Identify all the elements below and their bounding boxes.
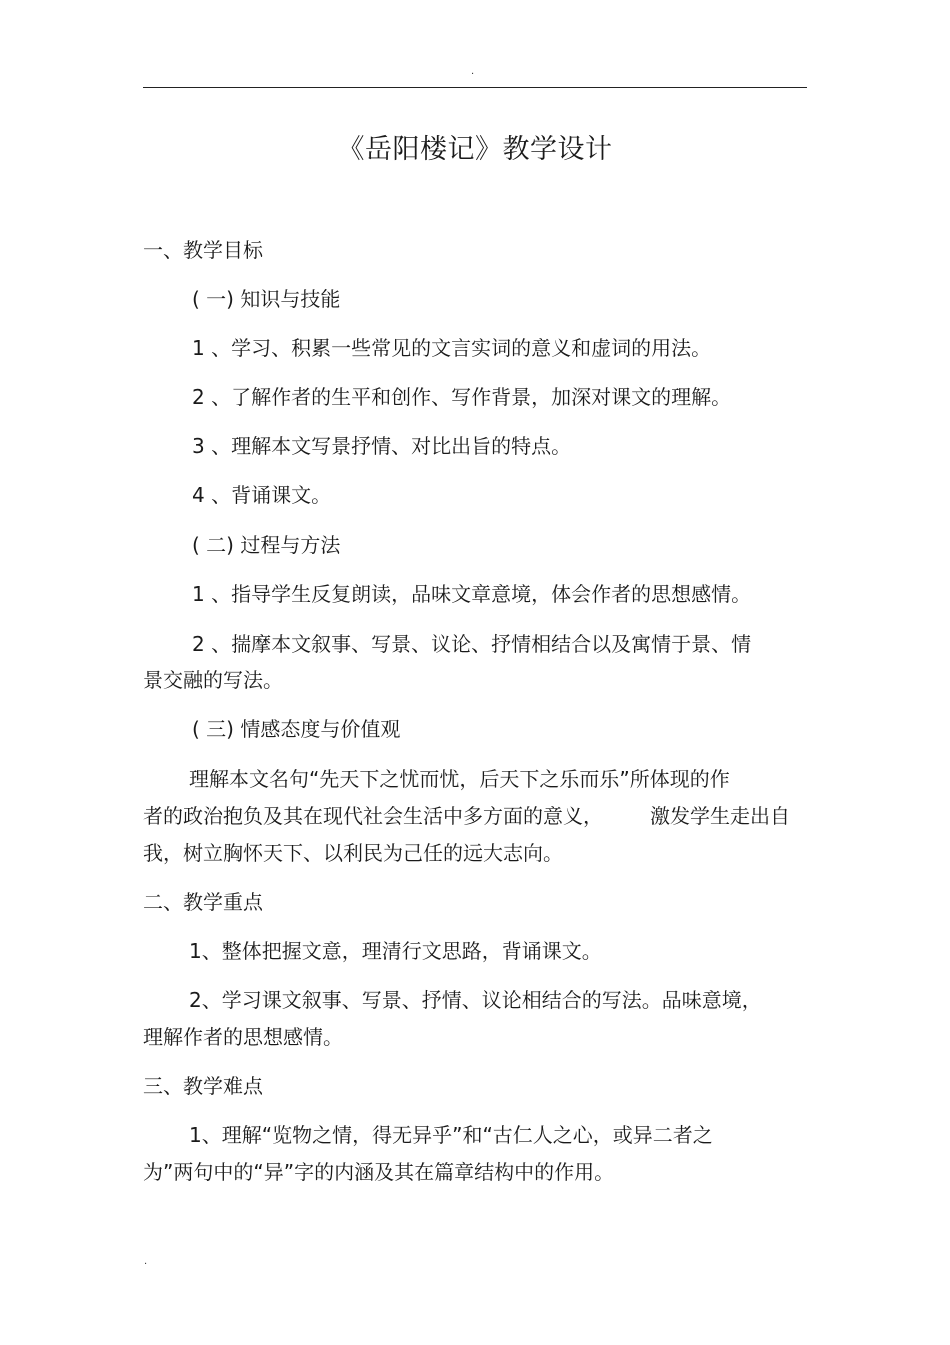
paragraph-line: 理解本文名句“先天下之忧而忧，后天下之乐而乐”所体现的作 <box>189 767 730 791</box>
list-item: 2 、揣摩本文叙事、写景、议论、抒情相结合以及寓情于景、情 <box>192 632 752 656</box>
section-heading-key-points: 二、教学重点 <box>143 890 263 914</box>
list-item: 1 、学习、积累一些常见的文言实词的意义和虚词的用法。 <box>192 336 712 360</box>
list-item-continuation: 理解作者的思想感情。 <box>143 1025 343 1049</box>
subsection-heading-knowledge: ( 一) 知识与技能 <box>192 287 341 311</box>
list-item-continuation: 为”两句中的“异”字的内涵及其在篇章结构中的作用。 <box>143 1160 615 1184</box>
section-heading-objectives: 一、教学目标 <box>143 238 263 262</box>
list-item: 1、整体把握文意，理清行文思路，背诵课文。 <box>189 939 602 963</box>
list-item: 2、学习课文叙事、写景、抒情、议论相结合的写法。品味意境， <box>189 988 762 1012</box>
list-item: 3 、理解本文写景抒情、对比出旨的特点。 <box>192 434 572 458</box>
header-rule <box>143 87 807 88</box>
subsection-heading-attitude: ( 三) 情感态度与价值观 <box>192 717 401 741</box>
list-item: 2 、了解作者的生平和创作、写作背景，加深对课文的理解。 <box>192 385 732 409</box>
paragraph-line: 激发学生走出自 <box>650 804 790 828</box>
list-item: 1 、指导学生反复朗读，品味文章意境，体会作者的思想感情。 <box>192 582 752 606</box>
footer-mark: . <box>144 1256 148 1267</box>
list-item: 1、理解“览物之情，得无异乎”和“古仁人之心，或异二者之 <box>189 1123 713 1147</box>
list-item: 4 、背诵课文。 <box>192 483 332 507</box>
list-item-continuation: 景交融的写法。 <box>143 668 283 692</box>
paragraph-line: 我，树立胸怀天下、以利民为己任的远大志向。 <box>143 841 563 865</box>
document-title: 《岳阳楼记》教学设计 <box>337 134 613 165</box>
subsection-heading-process: ( 二) 过程与方法 <box>192 533 341 557</box>
section-heading-difficulties: 三、教学难点 <box>143 1074 263 1098</box>
paragraph-line: 者的政治抱负及其在现代社会生活中多方面的意义， <box>143 804 603 828</box>
header-mark: . <box>471 66 475 77</box>
